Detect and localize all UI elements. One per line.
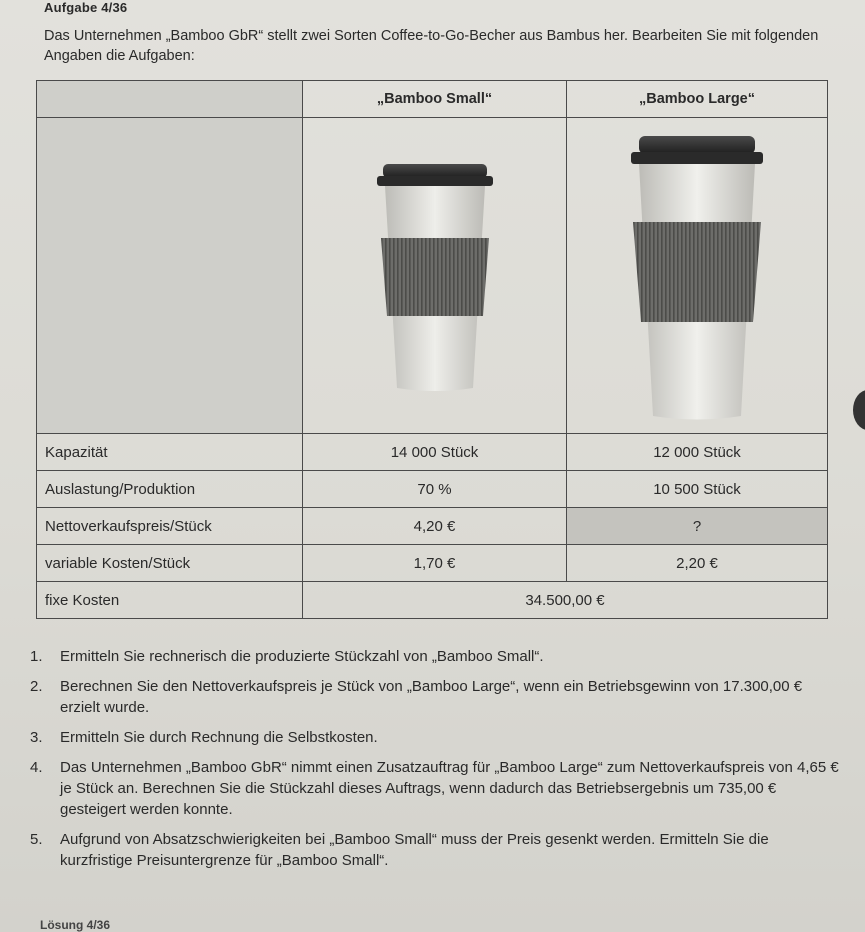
table-header-row xyxy=(37,81,828,118)
column-header-small: „Bamboo Small“ xyxy=(303,81,567,118)
capacity-large-value: 12 000 Stück xyxy=(567,434,828,471)
task-item xyxy=(30,646,840,667)
task-item xyxy=(30,676,840,718)
task-text: Ermitteln Sie durch Rechnung die Selbstkosten. xyxy=(60,729,378,746)
product-data-table xyxy=(36,80,828,619)
row-label-capacity: Kapazität xyxy=(37,434,303,471)
task-number: 4. xyxy=(30,759,43,776)
variable-costs-small-value: 1,70 € xyxy=(303,545,567,582)
row-label-net-price: Nettoverkaufspreis/Stück xyxy=(37,508,303,545)
capacity-small-value: 14 000 Stück xyxy=(303,434,567,471)
net-price-small-value: 4,20 € xyxy=(303,508,567,545)
column-header-large: „Bamboo Large“ xyxy=(567,81,828,118)
utilization-large-value: 10 500 Stück xyxy=(567,471,828,508)
cup-small-image xyxy=(365,156,505,396)
net-price-large-value: ? xyxy=(567,508,828,545)
task-list xyxy=(30,646,840,880)
table-row xyxy=(37,471,828,508)
large-cup-cell xyxy=(567,118,828,434)
blank-image-cell xyxy=(37,118,303,434)
task-number: 2. xyxy=(30,678,43,695)
table-row xyxy=(37,545,828,582)
row-label-fixed-costs: fixe Kosten xyxy=(37,582,303,619)
row-label-variable-costs: variable Kosten/Stück xyxy=(37,545,303,582)
utilization-small-value: 70 % xyxy=(303,471,567,508)
intro-text: Das Unternehmen „Bamboo GbR“ stellt zwei Sorten Coffee-to-Go-Becher aus Bambus her. Bearbeiten Sie mit folgenden Angaben die Aufgaben: xyxy=(44,28,819,64)
task-number: 3. xyxy=(30,729,43,746)
footer-solution-label: Lösung 4/36 xyxy=(40,918,111,932)
task-item xyxy=(30,757,840,820)
task-text: Das Unternehmen „Bamboo GbR“ nimmt einen Zusatzauftrag für „Bamboo Large“ zum Nettoverkaufspreis von 4,65 € je Stück an. Berechnen Sie die Stückzahl dieses Auftrags, wenn dadurch das Betriebsergebnis um 735,00 € gesteigert werden konnte. xyxy=(60,759,839,818)
table-corner-cell xyxy=(37,81,303,118)
task-heading: Aufgabe 4/36 xyxy=(44,0,128,15)
cup-large-image xyxy=(617,126,777,426)
table-row xyxy=(37,582,828,619)
fixed-costs-value: 34.500,00 € xyxy=(303,582,828,619)
task-item xyxy=(30,829,840,871)
task-number: 1. xyxy=(30,648,43,665)
table-row xyxy=(37,508,828,545)
row-label-utilization: Auslastung/Produktion xyxy=(37,471,303,508)
small-cup-cell xyxy=(303,118,567,434)
task-text: Aufgrund von Absatzschwierigkeiten bei „Bamboo Small“ muss der Preis gesenkt werden. Ermitteln Sie die kurzfristige Preisuntergrenze für „Bamboo Small“. xyxy=(60,831,769,869)
image-row xyxy=(37,118,828,434)
table-row xyxy=(37,434,828,471)
variable-costs-large-value: 2,20 € xyxy=(567,545,828,582)
task-text: Berechnen Sie den Nettoverkaufspreis je Stück von „Bamboo Large“, wenn ein Betriebsgewinn von 17.300,00 € erzielt wurde. xyxy=(60,678,803,716)
page-edge-shadow xyxy=(853,390,865,430)
task-number: 5. xyxy=(30,831,43,848)
task-text: Ermitteln Sie rechnerisch die produzierte Stückzahl von „Bamboo Small“. xyxy=(60,648,544,665)
task-item xyxy=(30,727,840,748)
